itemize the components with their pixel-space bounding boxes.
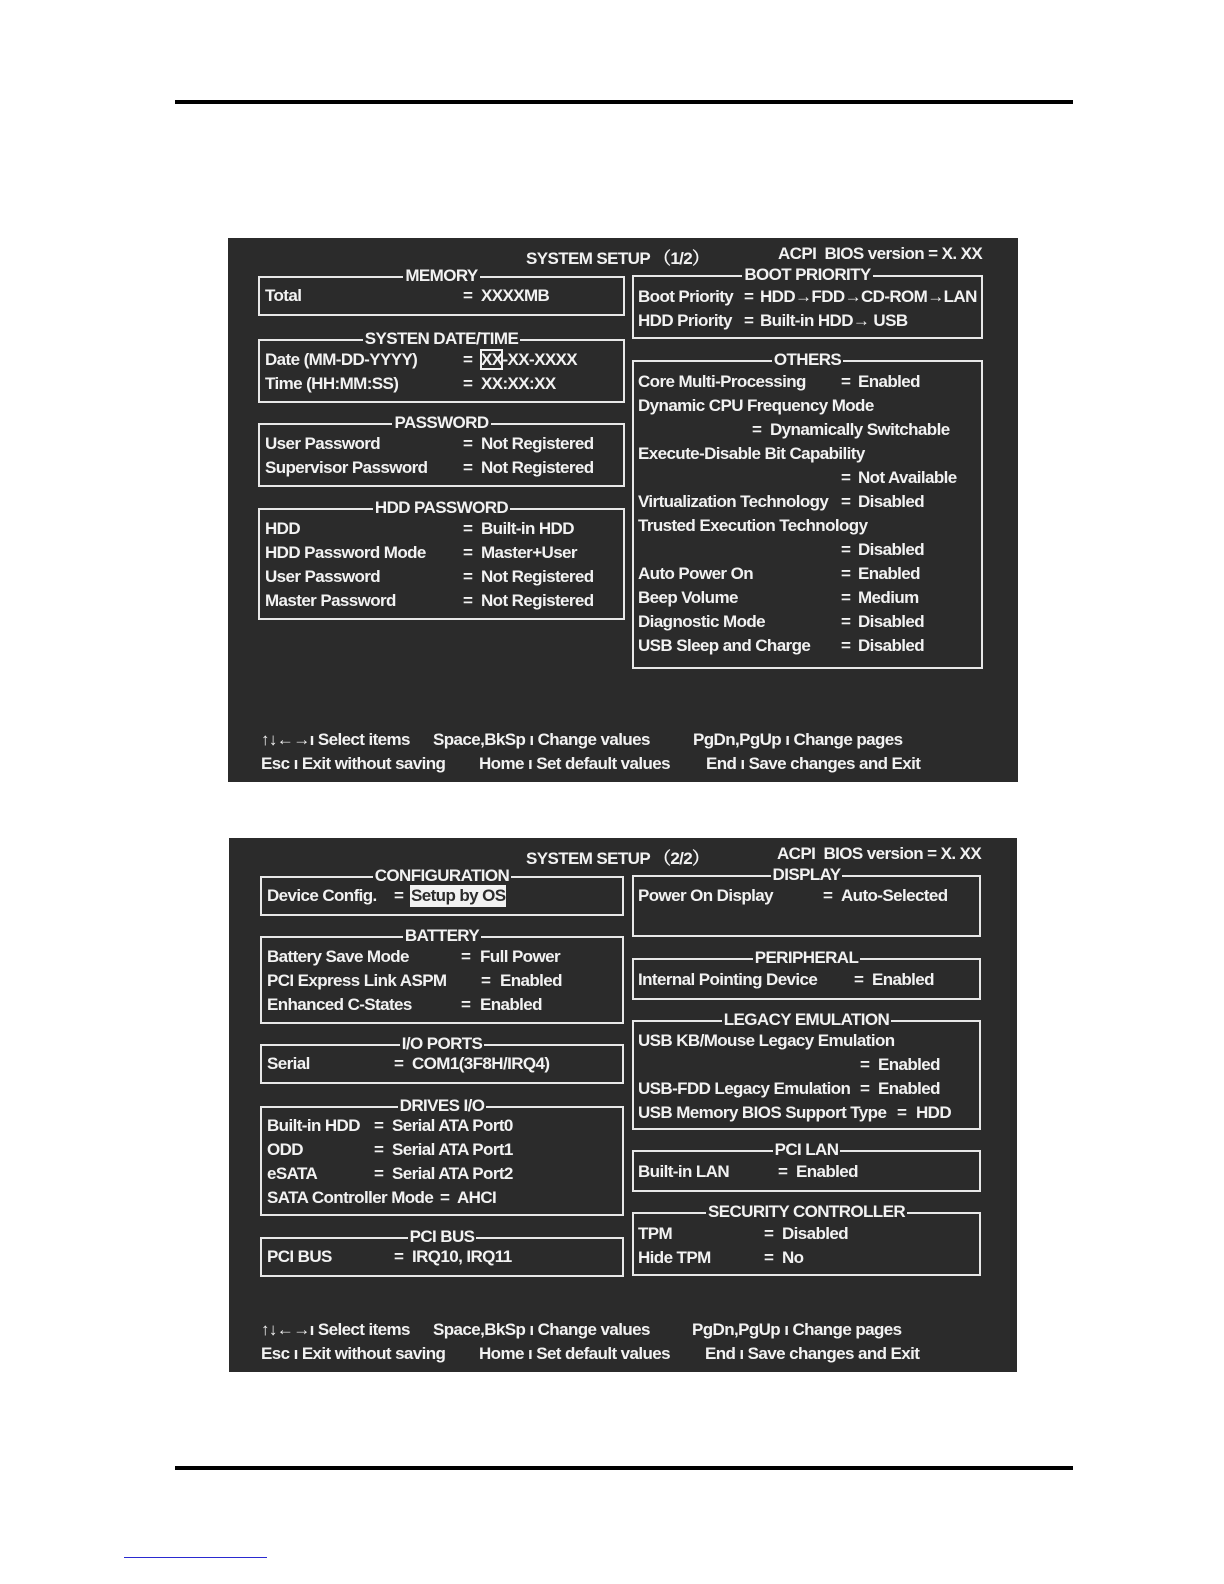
boot-priority-section [632, 265, 983, 339]
setting-value: -XX-XXXX [502, 350, 578, 369]
setting-value: Dynamically Switchable [770, 420, 950, 439]
setting-value: Disabled [858, 612, 925, 631]
pci-bus-row[interactable] [267, 1246, 619, 1268]
internal-pointing-device-row[interactable] [638, 969, 978, 991]
diagnostic-mode-row[interactable] [638, 611, 980, 633]
equals-sign: = [778, 1162, 788, 1181]
date-time-section-title: SYSTEN DATE/TIME [364, 329, 519, 348]
setting-label: TPM [638, 1224, 673, 1243]
setting-value: Enabled [858, 564, 920, 583]
pci-lan-section [632, 1140, 981, 1192]
setting-label: eSATA [267, 1164, 318, 1183]
equals-sign: = [860, 1055, 870, 1074]
setting-value: Enabled [500, 971, 562, 990]
pci-bus-section [260, 1227, 624, 1277]
password-section-title: PASSWORD [394, 413, 489, 432]
setting-label: Power On Display [638, 886, 773, 905]
setting-label: Core Multi-Processing [638, 372, 806, 391]
battery-save-mode-row[interactable] [267, 946, 619, 968]
hdd-password-section [258, 498, 625, 620]
auto-power-on-row[interactable] [638, 563, 980, 585]
display-section [632, 865, 981, 937]
equals-sign: = [841, 564, 851, 583]
drives-io-section [260, 1096, 624, 1216]
equals-sign: = [841, 372, 851, 391]
equals-sign: = [841, 636, 851, 655]
setting-value: HDD [916, 1103, 952, 1122]
help-change-values: Space,BkSp ı Change values [433, 730, 650, 749]
setting-value: Enabled [858, 372, 920, 391]
peripheral-section [632, 948, 981, 1000]
equals-sign: = [823, 886, 833, 905]
drives-io-section-title: DRIVES I/O [399, 1096, 485, 1115]
security-controller-section [632, 1202, 981, 1276]
equals-sign: = [854, 970, 864, 989]
setting-value: IRQ10, IRQ11 [412, 1247, 512, 1266]
equals-sign: = [463, 591, 473, 610]
equals-sign: = [481, 971, 491, 990]
tpm-row[interactable] [638, 1223, 978, 1245]
setting-label: ODD [267, 1140, 303, 1159]
equals-sign: = [440, 1188, 450, 1207]
date-row[interactable] [265, 349, 620, 371]
others-section-title: OTHERS [773, 350, 842, 369]
bios-setup-screen-page-1 [228, 238, 1018, 782]
setting-label: Device Config. [267, 886, 377, 905]
peripheral-section-title: PERIPHERAL [754, 948, 859, 967]
esata-row[interactable] [267, 1163, 619, 1185]
legacy-emulation-section [632, 1010, 981, 1130]
io-ports-section [260, 1034, 624, 1084]
bios-setup-screen-page-2 [229, 838, 1017, 1372]
user-password-row[interactable] [265, 433, 620, 455]
execute-disable-label-row[interactable] [638, 443, 980, 465]
setting-value: XXXXMB [481, 286, 550, 305]
equals-sign: = [463, 350, 473, 369]
setting-value: Enabled [878, 1055, 940, 1074]
setting-label: USB KB/Mouse Legacy Emulation [638, 1031, 895, 1050]
beep-volume-row[interactable] [638, 587, 980, 609]
help-select-items: ↑↓←→ı Select items [261, 730, 410, 749]
equals-sign: = [897, 1103, 907, 1122]
hdd-password-mode-row[interactable] [265, 542, 620, 564]
equals-sign: = [860, 1079, 870, 1098]
equals-sign: = [764, 1248, 774, 1267]
virtualization-row[interactable] [638, 491, 980, 513]
setting-value: Serial ATA Port2 [392, 1164, 513, 1183]
setting-label: Master Password [265, 591, 396, 610]
io-ports-section-title: I/O PORTS [401, 1034, 483, 1053]
help-exit-without-saving: Esc ı Exit without saving [261, 1344, 446, 1363]
configuration-section-title: CONFIGURATION [374, 866, 510, 885]
setting-label: Trusted Execution Technology [638, 516, 868, 535]
setting-value: Not Registered [481, 434, 594, 453]
setting-value: Not Registered [481, 591, 594, 610]
trusted-execution-label-row[interactable] [638, 515, 980, 537]
date-cursor-field[interactable]: XX [481, 350, 503, 369]
equals-sign: = [463, 567, 473, 586]
equals-sign: = [463, 374, 473, 393]
equals-sign: = [374, 1116, 384, 1135]
bios-version: ACPI BIOS version = X. XX [778, 244, 983, 263]
setting-value: Enabled [878, 1079, 940, 1098]
setting-label: User Password [265, 567, 381, 586]
battery-section-title: BATTERY [404, 926, 480, 945]
usb-fdd-legacy-row[interactable] [638, 1078, 978, 1100]
setting-label: Total [265, 286, 302, 305]
setting-label: Built-in LAN [638, 1162, 729, 1181]
dynamic-cpu-frequency-label-row[interactable] [638, 395, 980, 417]
bottom-rule [175, 1466, 1073, 1470]
setting-label: Hide TPM [638, 1248, 711, 1267]
setting-value: Not Available [858, 468, 957, 487]
battery-section [260, 926, 624, 1024]
total-memory-row[interactable] [265, 285, 620, 307]
dynamic-cpu-frequency-value-row[interactable] [638, 419, 980, 441]
others-section [632, 350, 983, 669]
equals-sign: = [744, 311, 754, 330]
setting-value: Enabled [796, 1162, 858, 1181]
legacy-emulation-section-title: LEGACY EMULATION [723, 1010, 890, 1029]
setting-label: Virtualization Technology [638, 492, 829, 511]
trusted-execution-value-row[interactable] [638, 539, 980, 561]
memory-section [258, 266, 625, 316]
setting-label: Auto Power On [638, 564, 753, 583]
setting-label: Execute-Disable Bit Capability [638, 444, 865, 463]
setting-value: Full Power [480, 947, 560, 966]
hdd-row[interactable] [265, 518, 620, 540]
configuration-section [260, 866, 624, 916]
setting-label: SATA Controller Mode [267, 1188, 434, 1207]
setting-label: User Password [265, 434, 381, 453]
setting-label: USB Memory BIOS Support Type [638, 1103, 887, 1122]
usb-kb-mouse-legacy-label-row[interactable] [638, 1030, 978, 1052]
setting-value: Serial ATA Port1 [392, 1140, 513, 1159]
equals-sign: = [744, 287, 754, 306]
equals-sign: = [374, 1140, 384, 1159]
power-on-display-row[interactable] [638, 885, 978, 907]
setting-value: Enabled [480, 995, 542, 1014]
top-rule [175, 100, 1073, 104]
setting-value: Enabled [872, 970, 934, 989]
pci-bus-section-title: PCI BUS [409, 1227, 475, 1246]
setting-value: Auto-Selected [841, 886, 948, 905]
equals-sign: = [463, 286, 473, 305]
setting-value: Not Registered [481, 458, 594, 477]
usb-sleep-charge-row[interactable] [638, 635, 980, 657]
hide-tpm-row[interactable] [638, 1247, 978, 1269]
equals-sign: = [463, 434, 473, 453]
setting-label: PCI BUS [267, 1247, 332, 1266]
help-set-default-values: Home ı Set default values [479, 1344, 670, 1363]
help-exit-without-saving: Esc ı Exit without saving [261, 754, 446, 773]
equals-sign: = [374, 1164, 384, 1183]
display-section-title: DISPLAY [772, 865, 841, 884]
device-config-row[interactable] [267, 885, 619, 907]
screen-title: SYSTEM SETUP （2/2） [526, 849, 709, 868]
builtin-hdd-row[interactable] [267, 1115, 619, 1137]
serial-row[interactable] [267, 1053, 619, 1075]
help-change-pages: PgDn,PgUp ı Change pages [692, 1320, 902, 1339]
setting-label: USB-FDD Legacy Emulation [638, 1079, 851, 1098]
supervisor-password-row[interactable] [265, 457, 620, 479]
core-multi-processing-row[interactable] [638, 371, 980, 393]
hdd-master-password-row[interactable] [265, 590, 620, 612]
hdd-password-section-title: HDD PASSWORD [374, 498, 509, 517]
help-set-default-values: Home ı Set default values [479, 754, 670, 773]
setting-value: Disabled [782, 1224, 849, 1243]
screen-title: SYSTEM SETUP （1/2） [526, 249, 709, 268]
device-config-value-selected[interactable]: Setup by OS [411, 886, 506, 905]
equals-sign: = [394, 886, 404, 905]
setting-label: Boot Priority [638, 287, 734, 306]
setting-value: Built-in HDD [481, 519, 574, 538]
setting-label: Diagnostic Mode [638, 612, 766, 631]
pci-lan-section-title: PCI LAN [774, 1140, 839, 1159]
memory-section-title: MEMORY [405, 266, 478, 285]
setting-label: Beep Volume [638, 588, 738, 607]
equals-sign: = [841, 612, 851, 631]
setting-label: HDD [265, 519, 301, 538]
pci-express-aspm-row[interactable] [267, 970, 619, 992]
usb-kb-mouse-legacy-value-row[interactable] [638, 1054, 978, 1076]
setting-label: Supervisor Password [265, 458, 428, 477]
equals-sign: = [463, 543, 473, 562]
equals-sign: = [463, 519, 473, 538]
setting-value: Master+User [481, 543, 577, 562]
setting-label: PCI Express Link ASPM [267, 971, 447, 990]
equals-sign: = [841, 468, 851, 487]
equals-sign: = [764, 1224, 774, 1243]
setting-label: HDD Password Mode [265, 543, 426, 562]
equals-sign: = [394, 1247, 404, 1266]
sata-controller-mode-row[interactable] [267, 1187, 619, 1209]
system-date-time-section [258, 329, 625, 403]
setting-label: Enhanced C-States [267, 995, 412, 1014]
help-save-and-exit: End ı Save changes and Exit [706, 754, 921, 773]
equals-sign: = [841, 492, 851, 511]
setting-value: HDD→FDD→CD-ROM→LAN [760, 287, 977, 306]
setting-label: Internal Pointing Device [638, 970, 818, 989]
equals-sign: = [461, 947, 471, 966]
footer-link-underline [124, 1557, 267, 1558]
setting-value: Disabled [858, 492, 925, 511]
setting-value: XX:XX:XX [481, 374, 556, 393]
boot-priority-row[interactable] [638, 286, 980, 308]
equals-sign: = [394, 1054, 404, 1073]
help-change-values: Space,BkSp ı Change values [433, 1320, 650, 1339]
hdd-user-password-row[interactable] [265, 566, 620, 588]
setting-label: Built-in HDD [267, 1116, 360, 1135]
equals-sign: = [461, 995, 471, 1014]
equals-sign: = [463, 458, 473, 477]
setting-value: COM1(3F8H/IRQ4) [412, 1054, 550, 1073]
equals-sign: = [841, 588, 851, 607]
hdd-priority-row[interactable] [638, 310, 980, 332]
setting-value: Medium [858, 588, 919, 607]
setting-value: Disabled [858, 540, 925, 559]
setting-value: Serial ATA Port0 [392, 1116, 513, 1135]
usb-memory-bios-row[interactable] [638, 1102, 978, 1124]
setting-label: Time (HH:MM:SS) [265, 374, 399, 393]
time-row[interactable] [265, 373, 620, 395]
enhanced-c-states-row[interactable] [267, 994, 619, 1016]
password-section [258, 413, 625, 487]
odd-row[interactable] [267, 1139, 619, 1161]
setting-label: Battery Save Mode [267, 947, 409, 966]
builtin-lan-row[interactable] [638, 1161, 978, 1183]
equals-sign: = [841, 540, 851, 559]
setting-value: AHCI [457, 1188, 497, 1207]
setting-value: Not Registered [481, 567, 594, 586]
setting-value: No [782, 1248, 804, 1267]
setting-value: Disabled [858, 636, 925, 655]
help-select-items: ↑↓←→ı Select items [261, 1320, 410, 1339]
setting-label: Serial [267, 1054, 310, 1073]
setting-value: Built-in HDD→ USB [760, 311, 908, 330]
execute-disable-value-row[interactable] [638, 467, 980, 489]
help-save-and-exit: End ı Save changes and Exit [705, 1344, 920, 1363]
setting-label: Date (MM-DD-YYYY) [265, 350, 418, 369]
bios-version: ACPI BIOS version = X. XX [777, 844, 982, 863]
setting-label: USB Sleep and Charge [638, 636, 811, 655]
setting-label: HDD Priority [638, 311, 732, 330]
help-change-pages: PgDn,PgUp ı Change pages [693, 730, 903, 749]
setting-label: Dynamic CPU Frequency Mode [638, 396, 874, 415]
boot-priority-section-title: BOOT PRIORITY [744, 265, 871, 284]
equals-sign: = [752, 420, 762, 439]
security-controller-section-title: SECURITY CONTROLLER [707, 1202, 906, 1221]
